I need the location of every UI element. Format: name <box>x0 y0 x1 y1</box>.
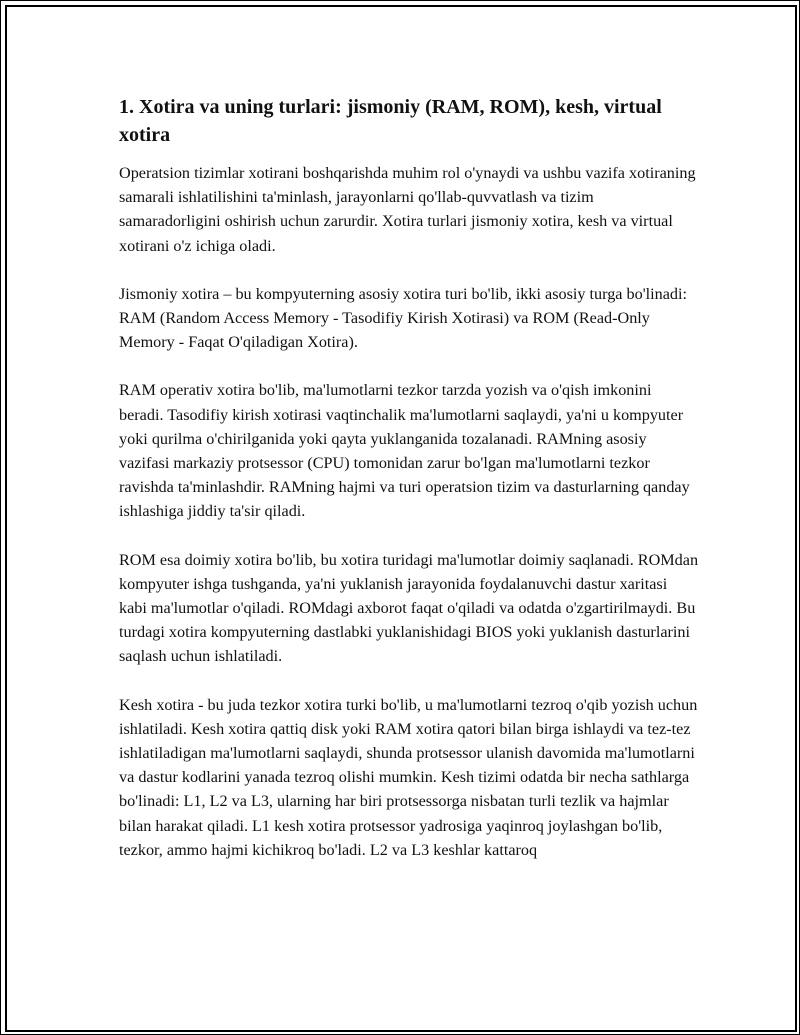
paragraph-intro: Operatsion tizimlar xotirani boshqarishda muhim rol o'ynaydi va ushbu vazifa xotiraning samarali ishlatilishini ta'minlash, jarayonlarni qo'llab-quvvatlash va tizim samaradorligini oshirish uchun zarurdir. Xotira turlari jismoniy xotira, kesh va virtual xotirani o'z ichiga oladi. <box>119 164 696 255</box>
paragraph-physical-memory: Jismoniy xotira – bu kompyuterning asosiy xotira turi bo'lib, ikki asosiy turga bo'linadi: RAM (Random Access Memory - Tasodifiy Kirish Xotirasi) va ROM (Read-Only Memory - Faqat O'qiladigan Xotira). <box>119 284 688 352</box>
paragraph-ram: RAM operativ xotira bo'lib, ma'lumotlarni tezkor tarzda yozish va o'qish imkonini beradi. Tasodifiy kirish xotirasi vaqtinchalik ma'lumotlarni saqlaydi, ya'ni u kompyuter yoki qurilma o'chirilganida yoki qayta yuklanganida tozalanadi. RAMning asosiy vazifasi markaziy protsessor (CPU) tomonidan zarur bo'lgan ma'lumotlarni tezkor ravishda ta'minlashdir. RAMning hajmi va turi operatsion tizim va dasturlarning qanday ishlashiga jiddiy ta'sir qiladi. <box>119 381 690 521</box>
paragraph-rom: ROM esa doimiy xotira bo'lib, bu xotira turidagi ma'lumotlar doimiy saqlanadi. ROMdan kompyuter ishga tushganda, ya'ni yuklanish jarayonida foydalanuvchi dastur xaritasi kabi ma'lumotlar o'qiladi. ROMdagi axborot faqat o'qiladi va odatda o'zgartirilmaydi. Bu turdagi xotira kompyuterning dastlabki yuklanishidagi BIOS yoki yuklanish dasturlarini saqlash uchun ishlatiladi. <box>119 550 699 666</box>
document-body <box>119 93 699 886</box>
paragraph-cache: Kesh xotira - bu juda tezkor xotira turki bo'lib, u ma'lumotlarni tezroq o'qib yozish uchun ishlatiladi. Kesh xotira qattiq disk yoki RAM xotira qatori bilan birga ishlaydi va tez-tez ishlatiladigan ma'lumotlarni saqlaydi, shunda protsessor ulanish davomida ma'lumotlarni va dastur kodlarini yanada tezroq olishi mumkin. Kesh tizimi odatda bir necha sathlarga bo'linadi: L1, L2 va L3, ularning har biri protsessorga nisbatan turli tezlik va hajmlar bilan harakat qiladi. L1 kesh xotira protsessor yadrosiga yaqinroq joylashgan bo'lib, tezkor, ammo hajmi kichikroq bo'ladi. L2 va L3 keshlar kattaroq <box>119 695 698 859</box>
section-heading: 1. Xotira va uning turlari: jismoniy (RAM, ROM), kesh, virtual xotira <box>119 96 662 146</box>
